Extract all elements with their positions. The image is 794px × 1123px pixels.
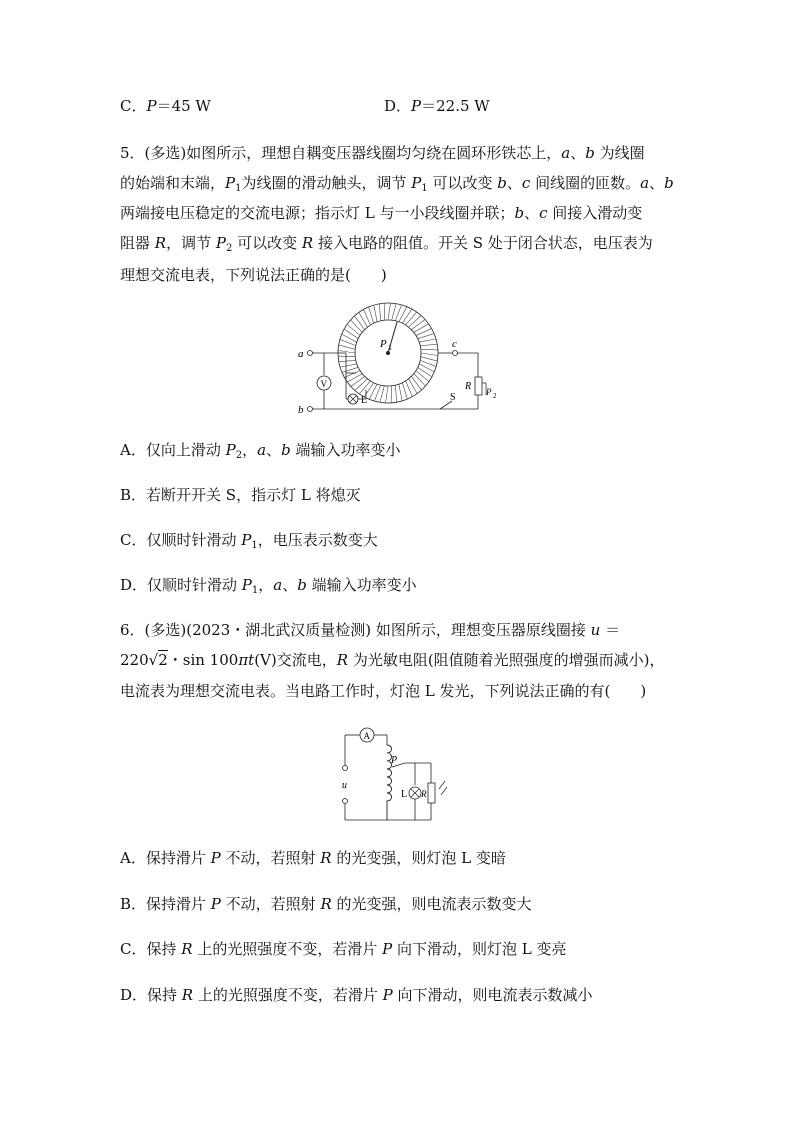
q6-stem-line3: 电流表为理想交流电表。当电路工作时，灯泡 L 发光，下列说法正确的有( ) [120,682,647,700]
q5-stem-line4: 阻器 R，调节 $P_2$ 可以改变 R 接入电路的阻值。开关 S 处于闭合状态，电压表为 [120,234,653,254]
winding-turn [418,367,432,377]
winding-turn [379,304,380,321]
q5-option-b: B．若断开开关 S，指示灯 L 将熄灭 [120,486,361,504]
winding-turn [421,353,438,355]
q6-stem-line1: 6．(多选)(2023・湖北武汉质量检测) 如图所示，理想变压器原线圈接 u ＝ [120,621,621,639]
winding-turn [391,386,392,403]
q6-option-d: D．保持 R 上的光照强度不变，若滑片 P 向下滑动，则电流表示数减小 [120,986,593,1004]
terminal-u-top [343,766,348,771]
winding-turn [388,303,390,320]
winding-turn [418,334,434,339]
svg-text:b: b [298,404,304,416]
winding-turn [399,384,402,401]
svg-text:u: u [342,780,347,791]
svg-text:P: P [486,387,492,397]
svg-text:P: P [380,338,387,350]
winding-turn [339,345,356,349]
winding-turn [338,356,355,357]
svg-text:P: P [391,755,398,766]
q4-option-c: C．P＝45 W [120,97,211,115]
rheostat-r [475,377,482,395]
winding-turn [380,386,384,403]
winding-turn [395,385,396,402]
q6-option-a: A．保持滑片 P 不动，若照射 R 的光变强，则灯泡 L 变暗 [120,849,506,867]
svg-text:L: L [361,395,368,406]
svg-text:a: a [298,348,304,360]
svg-text:V: V [320,379,327,389]
winding-turn [340,364,357,367]
svg-text:2: 2 [493,392,497,400]
q6-option-b: B．保持滑片 P 不动，若照射 R 的光变强，则电流表示数变大 [120,895,532,913]
q5-stem-line2: 的始端和末端，$P_1$为线圈的滑动触头，调节 $P_1$ 可以改变 b、c 间线圈的匝数。a、b [120,174,674,194]
winding-turn [421,349,438,350]
winding-turn [351,320,363,333]
winding-turn [411,319,425,329]
winding-turn [409,316,422,328]
winding-turn [384,303,385,320]
q6-option-c: C．保持 R 上的光照强度不变，若滑片 P 向下滑动，则灯泡 L 变亮 [120,940,567,958]
svg-text:A: A [363,731,370,741]
winding-turn [374,305,377,322]
winding-turn [369,307,374,323]
q5-option-d: D．仅顺时针滑动 $P_1$，a、b 端输入功率变小 [120,576,417,596]
winding-turn [419,339,436,342]
winding-turn [355,379,368,391]
photoresistor-r [428,783,435,803]
svg-text:S: S [450,392,456,403]
winding-turn [402,309,412,323]
winding-turn [359,381,370,394]
var-p: P [411,97,422,115]
winding-turn [414,374,426,387]
svg-text:c: c [452,338,457,350]
winding-turn [344,329,358,339]
q5-option-c: C．仅顺时针滑动 $P_1$，电压表示数变大 [120,531,378,551]
winding-turn [411,376,421,390]
q6-stem-line2: 220√2・sin 100πt(V)交流电，R 为光敏电阻(阻值随着光照强度的增强而减小)， [120,651,665,669]
svg-text:1: 1 [388,343,392,352]
svg-text:L: L [401,789,408,800]
winding-turn [416,371,429,382]
q5-stem-line5: 理想交流电表，下列说法正确的是( ) [120,266,387,284]
svg-text:R: R [465,381,472,392]
winding-turn [421,357,438,361]
q4-option-d: D．P＝22.5 W [384,97,490,115]
winding-turn [392,304,396,321]
winding-turn [402,383,407,399]
winding-turn [351,376,365,386]
terminal-a [308,351,313,356]
q5-option-a: A．仅向上滑动 $P_2$，a、b 端输入功率变小 [120,441,401,461]
q5-circuit-figure [290,295,510,420]
winding-turn [386,386,388,403]
terminal-c [453,351,458,356]
q5-stem-line3: 两端接电压稳定的交流电源；指示灯 L 与一小段线圈并联；b、c 间接入滑动变 [120,204,643,222]
terminal-b [308,407,313,412]
terminal-u-bottom [343,799,348,804]
var-p: P [146,97,157,115]
q5-stem-line1: 5．(多选)如图所示，理想自耦变压器线圈均匀绕在圆环形铁芯上，a、b 为线圈 [120,144,645,162]
q6-circuit-figure [335,725,465,825]
svg-text:R: R [421,789,427,799]
winding-turn [420,344,437,345]
winding-turn [347,324,360,335]
winding-turn [339,360,356,361]
winding-turn [406,312,417,325]
winding-turn [342,367,358,372]
winding-turn [354,316,364,330]
